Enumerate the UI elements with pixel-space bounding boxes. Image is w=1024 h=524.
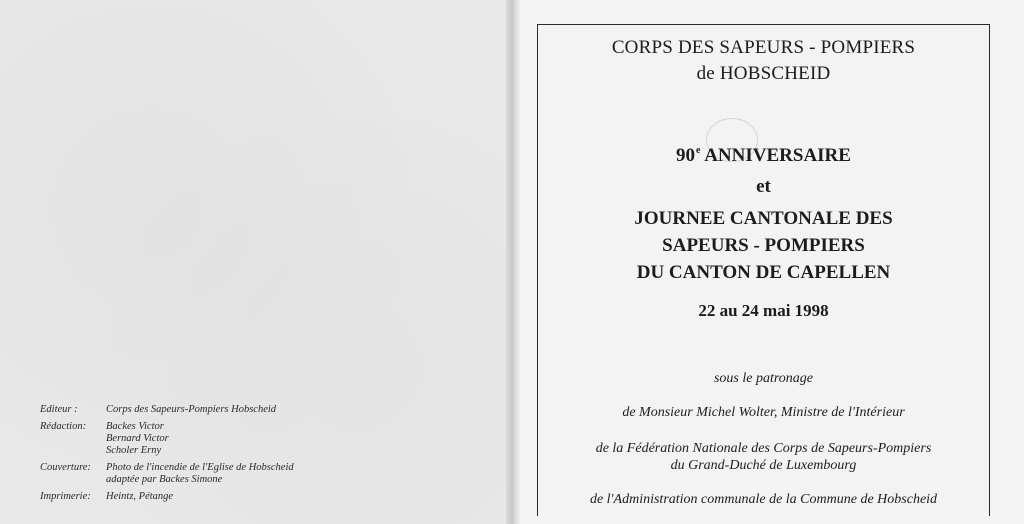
credit-line: adaptée par Backes Simone xyxy=(106,474,223,485)
header-line-2: de HOBSCHEID xyxy=(696,63,831,84)
credit-line: Photo de l'incendie de l'Eglise de Hobscheid xyxy=(106,462,294,473)
anniversary-superscript: e xyxy=(696,145,701,156)
anniversary-word: ANNIVERSAIRE xyxy=(704,145,851,166)
credit-line: Backes Victor xyxy=(106,421,164,432)
credit-value xyxy=(106,404,276,416)
credit-line: Heintz, Pétange xyxy=(106,491,174,502)
credit-row-redaction xyxy=(40,421,480,457)
credit-label: Rédaction: xyxy=(40,421,87,432)
event-line-2: SAPEURS - POMPIERS xyxy=(662,235,865,256)
book-gutter xyxy=(506,0,520,524)
credit-label: Imprimerie: xyxy=(40,491,91,502)
patron-minister: de Monsieur Michel Wolter, Ministre de l'Intérieur xyxy=(622,405,905,420)
patron-federation-line-1: de la Fédération Nationale des Corps de Sapeurs-Pompiers xyxy=(595,441,932,456)
credit-line: Corps des Sapeurs-Pompiers Hobscheid xyxy=(106,404,277,415)
credits-block xyxy=(40,404,480,508)
event-line-1: JOURNEE CANTONALE DES xyxy=(634,208,893,229)
anniversary-title xyxy=(537,145,990,167)
credit-row-editor xyxy=(40,404,480,416)
credit-value xyxy=(106,491,173,503)
credit-value xyxy=(106,421,169,457)
credit-row-cover xyxy=(40,462,480,486)
credit-row-printer xyxy=(40,491,480,503)
anniversary-number: 90 xyxy=(676,145,696,166)
credit-line: Bernard Victor xyxy=(106,433,169,444)
credit-value xyxy=(106,462,294,486)
left-page xyxy=(0,0,510,524)
credit-label: Editeur : xyxy=(40,404,78,415)
event-line-3: DU CANTON DE CAPELLEN xyxy=(636,262,891,283)
header-line-1: CORPS DES SAPEURS - POMPIERS xyxy=(611,37,916,58)
credit-line: Scholer Erny xyxy=(106,445,162,456)
patron-commune: de l'Administration communale de la Commune de Hobscheid xyxy=(589,492,938,507)
patronage-intro: sous le patronage xyxy=(713,371,814,386)
patron-federation-line-2: du Grand-Duché de Luxembourg xyxy=(670,458,857,473)
event-date: 22 au 24 mai 1998 xyxy=(698,301,829,320)
conjunction: et xyxy=(756,176,771,197)
credit-label: Couverture: xyxy=(40,462,91,473)
